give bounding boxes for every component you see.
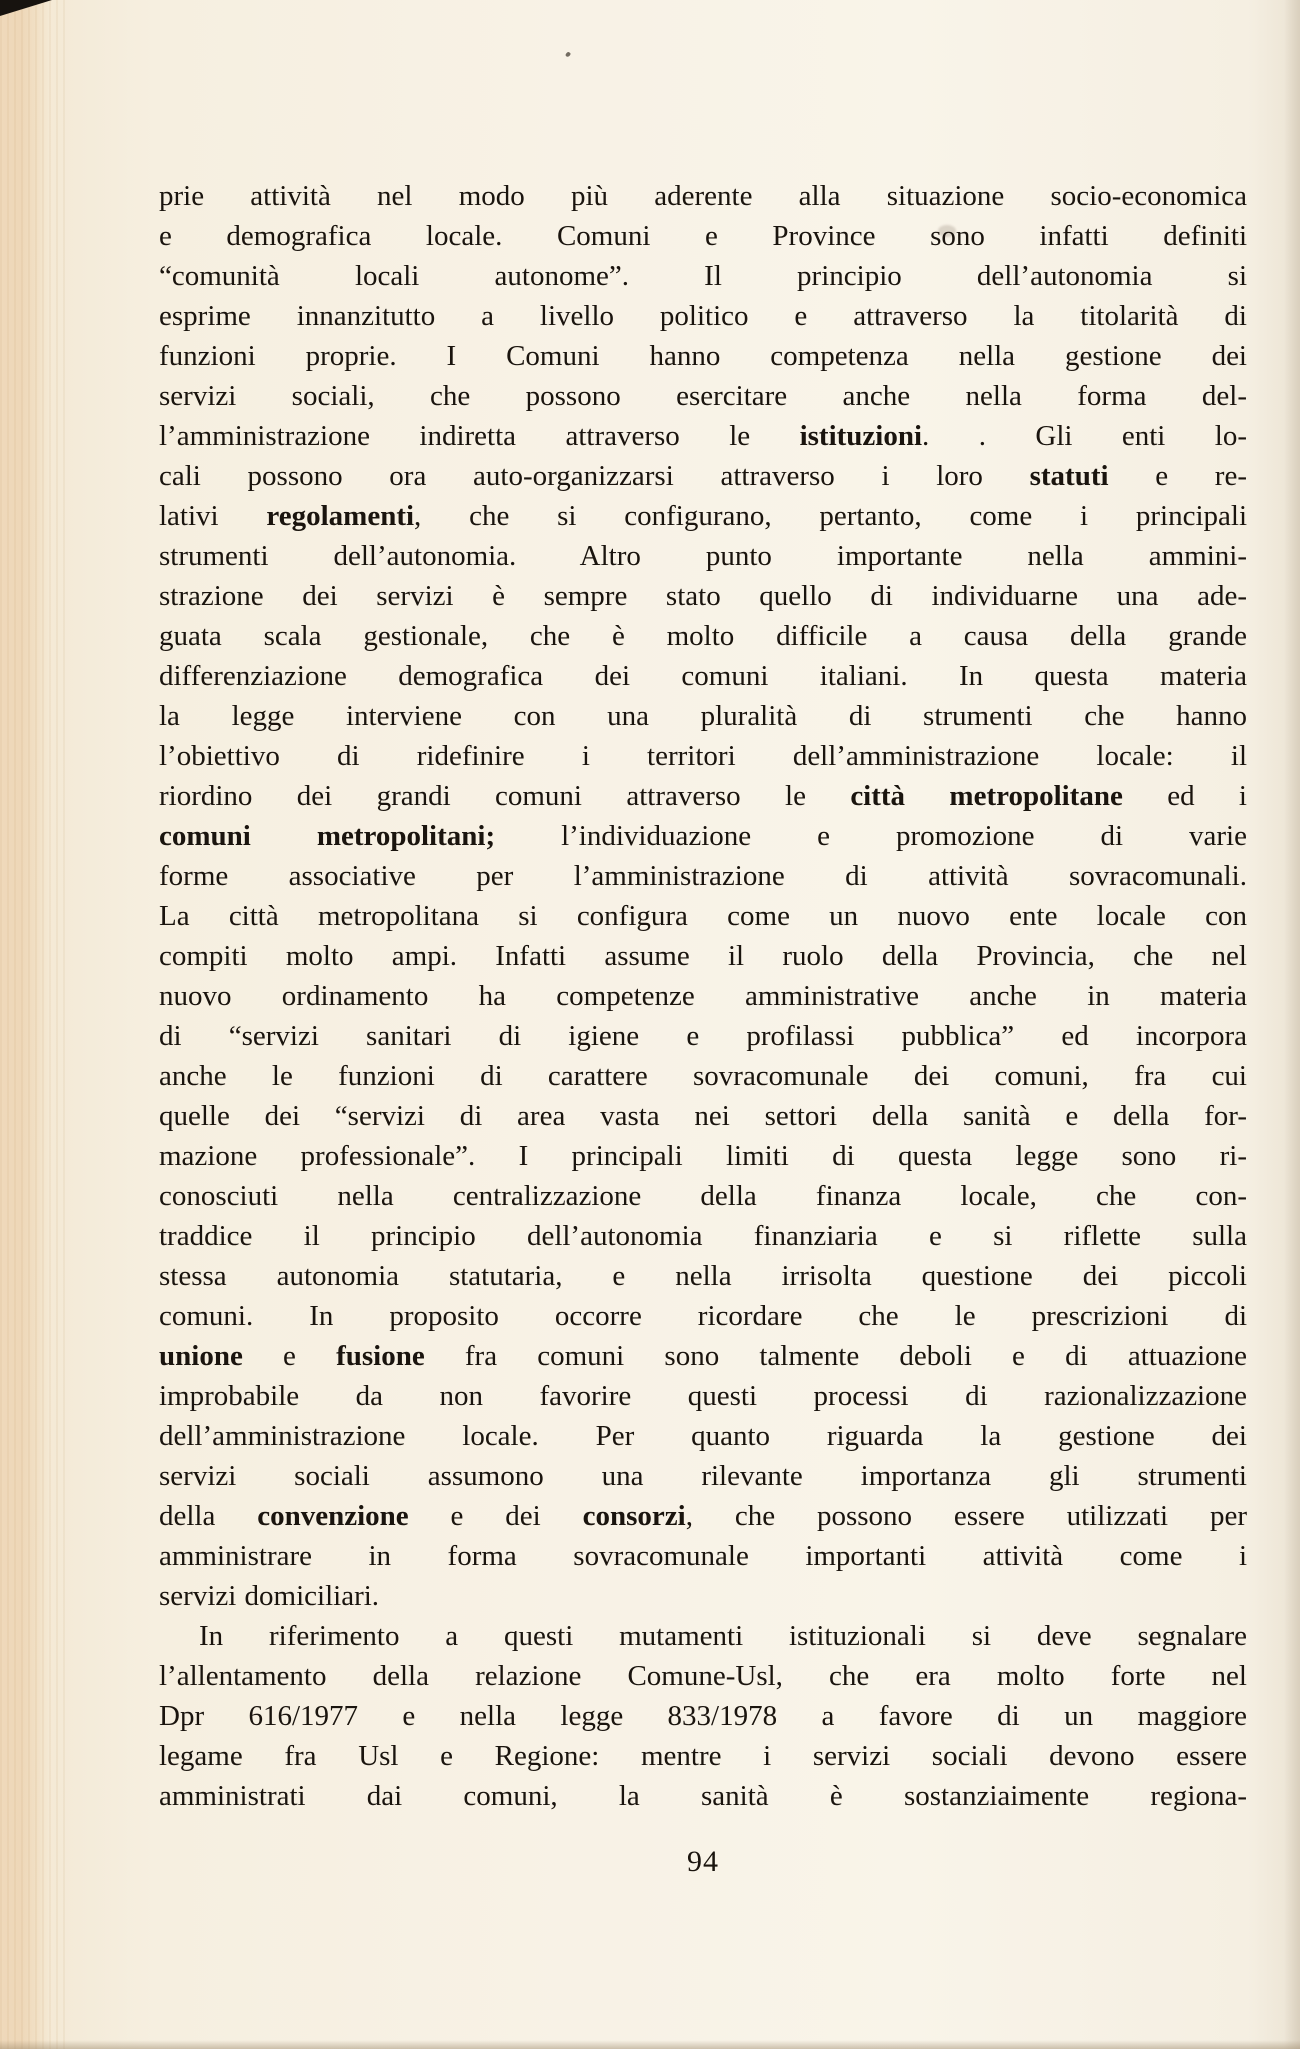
- text-segment: . . Gli enti lo-: [922, 420, 1247, 452]
- text-line: [159, 1376, 1247, 1416]
- bold-text-segment: comuni metropolitani;: [159, 820, 496, 852]
- text-line: [159, 1416, 1247, 1456]
- text-line: [159, 816, 1247, 856]
- text-segment: e re-: [1108, 460, 1247, 492]
- text-segment: l’allentamento della relazione Comune-Usl, che era molto forte nel: [159, 1660, 1247, 1692]
- bold-text-segment: istituzioni: [799, 420, 923, 452]
- text-segment: guata scala gestionale, che è molto difficile a causa della grande: [159, 620, 1247, 652]
- text-segment: servizi sociali, che possono esercitare anche nella forma del-: [159, 380, 1247, 412]
- page-bottom-shadow: [0, 2040, 1300, 2049]
- text-line: [159, 1336, 1247, 1376]
- text-segment: e: [242, 1340, 337, 1372]
- text-segment: , che possono essere utilizzati per: [685, 1500, 1247, 1532]
- text-line: [159, 1496, 1247, 1536]
- text-segment: “comunità locali autonome”. Il principio dell’autonomia si: [159, 260, 1247, 292]
- text-segment: dell’amministrazione locale. Per quanto riguarda la gestione dei: [159, 1420, 1247, 1452]
- text-segment: e demografica locale. Comuni e Province sono infatti definiti: [159, 220, 1247, 252]
- text-segment: l’individuazione e promozione di varie: [495, 820, 1247, 852]
- text-line: [159, 536, 1247, 576]
- text-line: [159, 496, 1247, 536]
- text-segment: compiti molto ampi. Infatti assume il ruolo della Provincia, che nel: [159, 940, 1247, 972]
- text-segment: amministrati dai comuni, la sanità è sostanziaimente regiona-: [159, 1780, 1247, 1812]
- text-line: [159, 376, 1247, 416]
- text-line: [159, 576, 1247, 616]
- text-line: [159, 416, 1247, 456]
- text-line: [159, 976, 1247, 1016]
- text-segment: lativi: [159, 500, 267, 532]
- text-segment: In riferimento a questi mutamenti istituzionali si deve segnalare: [199, 1620, 1247, 1652]
- text-segment: e dei: [408, 1500, 583, 1532]
- text-segment: quelle dei “servizi di area vasta nei settori della sanità e della for-: [159, 1100, 1247, 1132]
- text-segment: traddice il principio dell’autonomia finanziaria e si riflette sulla: [159, 1220, 1247, 1252]
- text-line: [159, 776, 1247, 816]
- page-stack-edge: [0, 0, 70, 2049]
- text-line: [159, 616, 1247, 656]
- text-segment: legame fra Usl e Regione: mentre i servizi sociali devono essere: [159, 1740, 1247, 1772]
- text-line: [159, 1576, 1247, 1616]
- text-line: [159, 456, 1247, 496]
- page-right-shadow: [1284, 0, 1300, 2049]
- text-segment: ed i: [1122, 780, 1247, 812]
- text-segment: La città metropolitana si configura come un nuovo ente locale con: [159, 900, 1247, 932]
- bold-text-segment: convenzione: [257, 1500, 409, 1532]
- text-line: [159, 1016, 1247, 1056]
- text-segment: fra comuni sono talmente deboli e di attuazione: [424, 1340, 1248, 1372]
- bold-text-segment: fusione: [336, 1340, 425, 1372]
- text-segment: servizi sociali assumono una rilevante importanza gli strumenti: [159, 1460, 1247, 1492]
- text-segment: Dpr 616/1977 e nella legge 833/1978 a favore di un maggiore: [159, 1700, 1247, 1732]
- text-line: [159, 1256, 1247, 1296]
- text-segment: differenziazione demografica dei comuni italiani. In questa materia: [159, 660, 1247, 692]
- bold-text-segment: regolamenti: [266, 500, 415, 532]
- text-line: [159, 1216, 1247, 1256]
- text-segment: forme associative per l’amministrazione di attività sovracomunali.: [159, 860, 1247, 892]
- text-segment: stessa autonomia statutaria, e nella irrisolta questione dei piccoli: [159, 1260, 1247, 1292]
- page-number: 94: [687, 1845, 719, 1878]
- text-segment: riordino dei grandi comuni attraverso le: [159, 780, 851, 812]
- text-segment: l’amministrazione indiretta attraverso le: [159, 420, 800, 452]
- text-line: [159, 1696, 1247, 1736]
- text-line: [159, 176, 1247, 216]
- text-segment: , che si configurano, pertanto, come i principali: [414, 500, 1247, 532]
- text-segment: prie attività nel modo più aderente alla situazione socio-economica: [159, 180, 1247, 212]
- text-line: [159, 1736, 1247, 1776]
- text-line: [159, 896, 1247, 936]
- text-segment: esprime innanzitutto a livello politico e attraverso la titolarità di: [159, 300, 1247, 332]
- text-line: [159, 1136, 1247, 1176]
- text-segment: funzioni proprie. I Comuni hanno competenza nella gestione dei: [159, 340, 1247, 372]
- text-line: [159, 336, 1247, 376]
- text-line: [159, 656, 1247, 696]
- text-line: [159, 1656, 1247, 1696]
- text-segment: della: [159, 1500, 258, 1532]
- text-line: [159, 1616, 1247, 1656]
- text-line: [159, 296, 1247, 336]
- text-line: [159, 216, 1247, 256]
- bold-text-segment: città metropolitane: [850, 780, 1123, 812]
- text-line: [159, 1456, 1247, 1496]
- text-segment: nuovo ordinamento ha competenze amministrative anche in materia: [159, 980, 1247, 1012]
- bold-text-segment: consorzi: [582, 1500, 686, 1532]
- text-line: [159, 1056, 1247, 1096]
- text-line: [159, 936, 1247, 976]
- text-segment: la legge interviene con una pluralità di strumenti che hanno: [159, 700, 1247, 732]
- body-text-block: [159, 176, 1247, 1816]
- text-line: [159, 1296, 1247, 1336]
- text-segment: servizi domiciliari.: [159, 1580, 380, 1612]
- text-line: [159, 736, 1247, 776]
- text-segment: l’obiettivo di ridefinire i territori dell’amministrazione locale: il: [159, 740, 1247, 772]
- text-segment: amministrare in forma sovracomunale importanti attività come i: [159, 1540, 1247, 1572]
- text-segment: strazione dei servizi è sempre stato quello di individuarne una ade-: [159, 580, 1247, 612]
- text-segment: comuni. In proposito occorre ricordare che le prescrizioni di: [159, 1300, 1247, 1332]
- text-segment: di “servizi sanitari di igiene e profilassi pubblica” ed incorpora: [159, 1020, 1247, 1052]
- text-line: [159, 856, 1247, 896]
- text-line: [159, 1176, 1247, 1216]
- text-segment: mazione professionale”. I principali limiti di questa legge sono ri-: [159, 1140, 1247, 1172]
- scan-speck: [565, 51, 571, 57]
- bold-text-segment: unione: [159, 1340, 243, 1372]
- text-line: [159, 1536, 1247, 1576]
- text-segment: conosciuti nella centralizzazione della finanza locale, che con-: [159, 1180, 1247, 1212]
- text-line: [159, 696, 1247, 736]
- bold-text-segment: statuti: [1029, 460, 1109, 492]
- text-line: [159, 256, 1247, 296]
- text-segment: anche le funzioni di carattere sovracomunale dei comuni, fra cui: [159, 1060, 1247, 1092]
- text-segment: improbabile da non favorire questi processi di razionalizzazione: [159, 1380, 1247, 1412]
- text-line: [159, 1096, 1247, 1136]
- text-line: [159, 1776, 1247, 1816]
- text-segment: cali possono ora auto-organizzarsi attraverso i loro: [159, 460, 1030, 492]
- text-segment: strumenti dell’autonomia. Altro punto importante nella ammini-: [159, 540, 1247, 572]
